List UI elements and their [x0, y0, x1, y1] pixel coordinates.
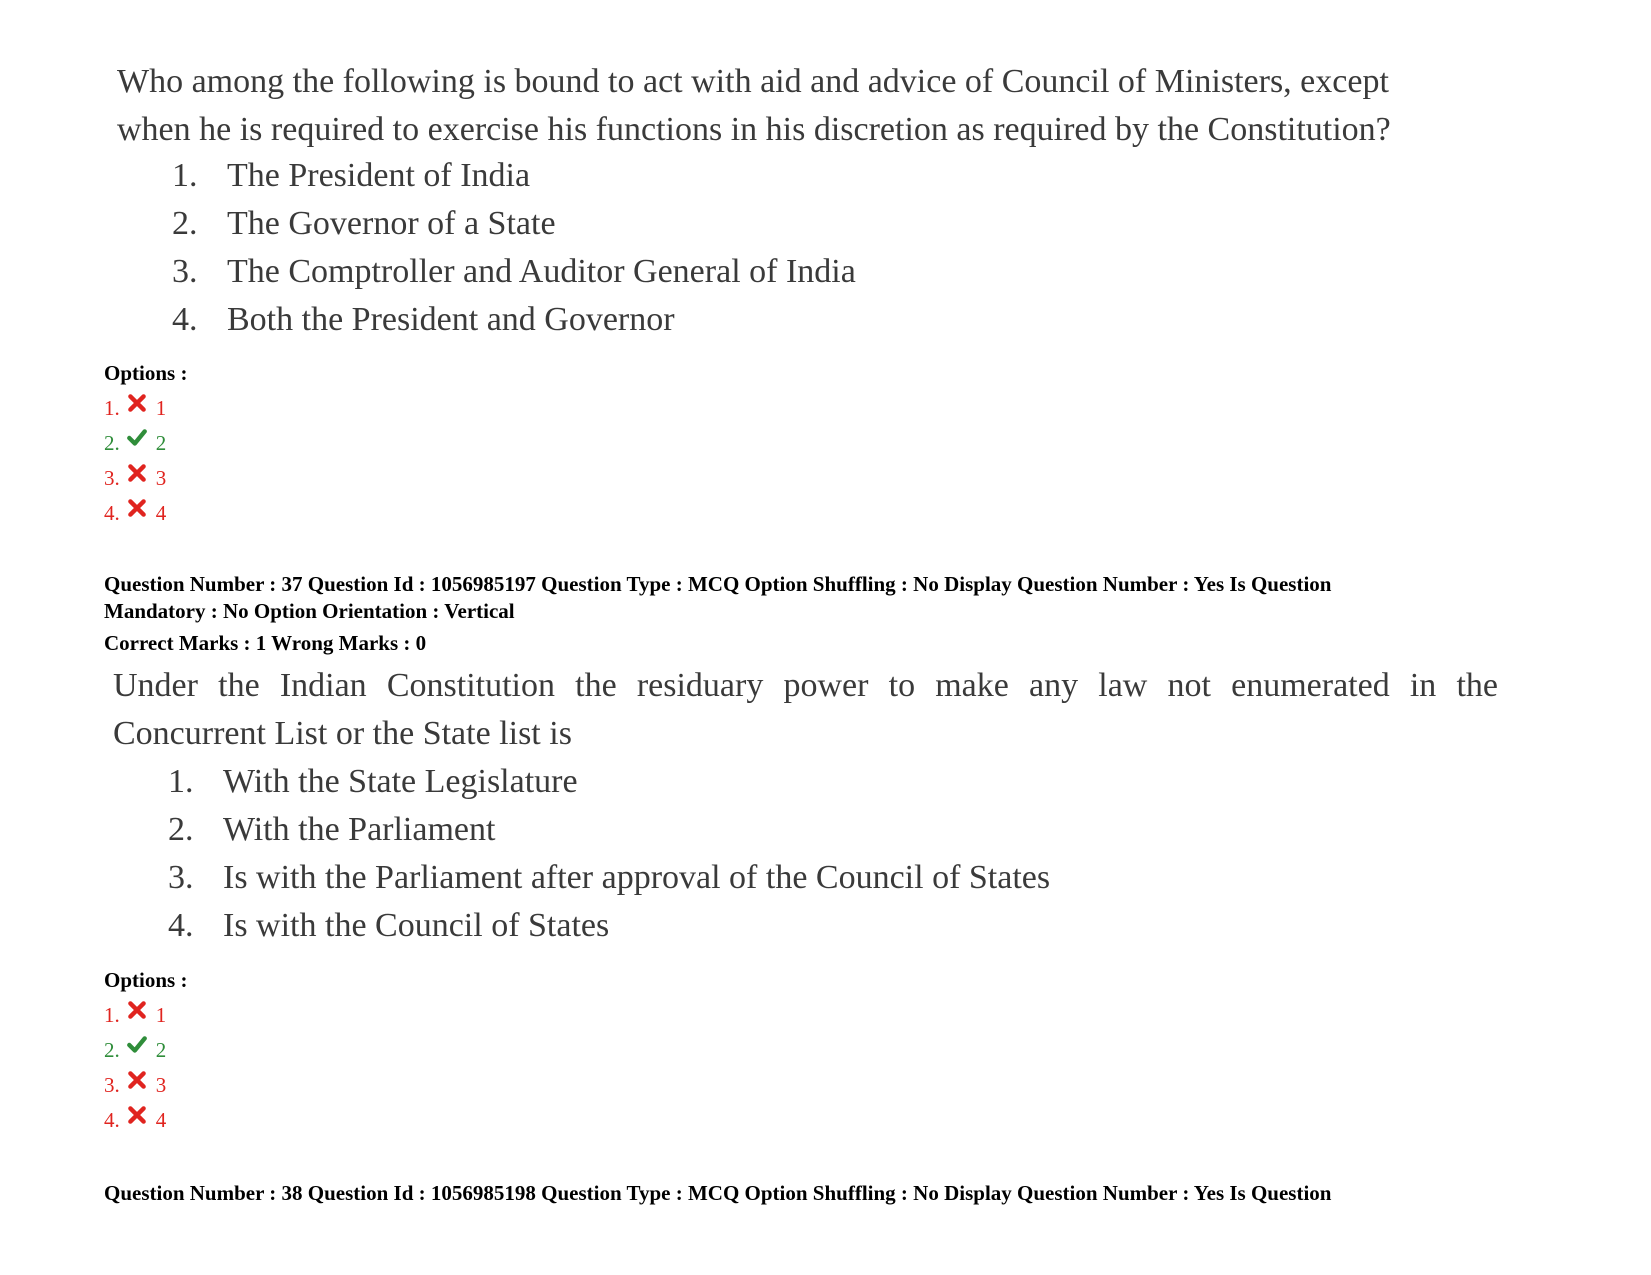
check-icon [126, 427, 148, 449]
cross-icon [126, 999, 148, 1021]
question-37-meta-line-2: Mandatory : No Option Orientation : Vertical [104, 599, 515, 623]
choice-item: 3. Is with the Parliament after approval of the Council of States [168, 859, 1051, 896]
option-row: 3. 3 [104, 1068, 166, 1103]
question-37-stem-line-1: Under the Indian Constitution the residuary power to make any law not enumerated in the [113, 667, 1498, 704]
question-38-meta-line-1: Question Number : 38 Question Id : 1056985198 Question Type : MCQ Option Shuffling : No Display Question Number : Yes Is Question [104, 1181, 1332, 1205]
choice-item: 1. With the State Legislature [168, 763, 578, 800]
option-row: 1. 1 [104, 391, 166, 426]
choice-item: 2. The Governor of a State [172, 205, 556, 242]
question-38-meta [104, 1180, 1524, 1207]
option-row: 2. 2 [104, 426, 166, 461]
cross-icon [126, 392, 148, 414]
cross-icon [126, 462, 148, 484]
option-row: 4. 4 [104, 496, 166, 531]
options-list-37 [104, 998, 166, 1138]
question-36-image [117, 58, 1502, 344]
options-label-36: Options : [104, 361, 188, 385]
question-37-choices [168, 758, 1498, 950]
check-icon [126, 1034, 148, 1056]
question-36-stem-line-1: Who among the following is bound to act with aid and advice of Council of Ministers, except [117, 63, 1389, 100]
choice-item: 4. Both the President and Governor [172, 301, 675, 338]
question-37-image [113, 662, 1498, 950]
option-row: 2. 2 [104, 1033, 166, 1068]
choice-item: 2. With the Parliament [168, 811, 496, 848]
question-37-stem-line-2: Concurrent List or the State list is [113, 715, 572, 752]
cross-icon [126, 497, 148, 519]
question-37-stem [113, 662, 1498, 758]
option-row: 4. 4 [104, 1103, 166, 1138]
question-36-stem [117, 58, 1502, 154]
question-37-meta-line-1: Question Number : 37 Question Id : 1056985197 Question Type : MCQ Option Shuffling : No Display Question Number : Yes Is Question [104, 572, 1332, 596]
cross-icon [126, 1069, 148, 1091]
options-label-37: Options : [104, 968, 188, 992]
options-list-36 [104, 391, 166, 531]
cross-icon [126, 1104, 148, 1126]
choice-item: 3. The Comptroller and Auditor General of India [172, 253, 856, 290]
question-37-marks: Correct Marks : 1 Wrong Marks : 0 [104, 631, 427, 655]
question-36-stem-line-2: when he is required to exercise his functions in his discretion as required by the Constitution? [117, 111, 1391, 148]
question-37-meta [104, 571, 1524, 657]
choice-item: 1. The President of India [172, 157, 531, 194]
option-row: 3. 3 [104, 461, 166, 496]
choice-item: 4. Is with the Council of States [168, 907, 610, 944]
option-row: 1. 1 [104, 998, 166, 1033]
question-36-choices [172, 152, 1502, 344]
